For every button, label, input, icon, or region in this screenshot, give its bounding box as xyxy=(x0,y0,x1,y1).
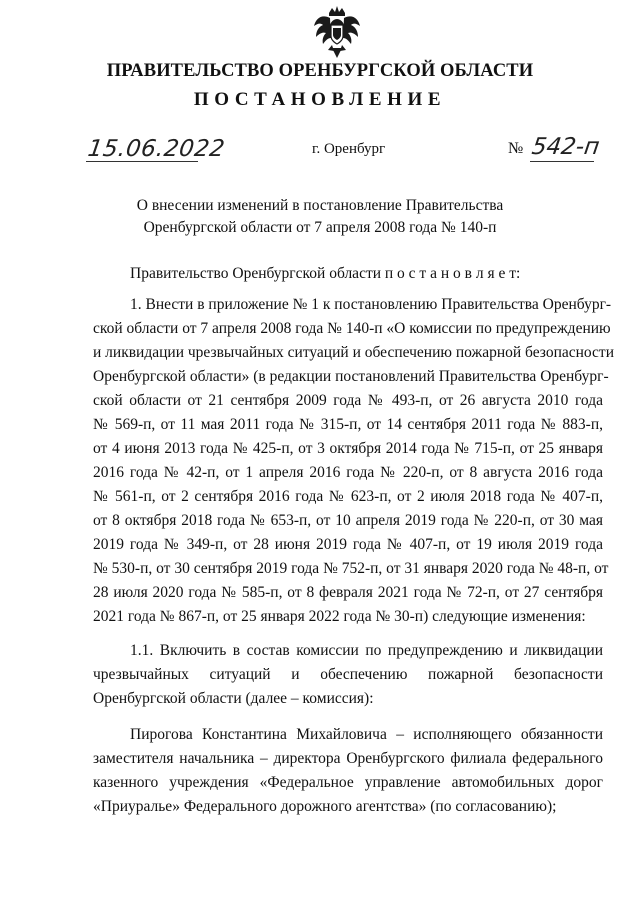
document-city: г. Оренбург xyxy=(312,141,386,157)
paragraph-1 xyxy=(93,293,615,629)
document-number: 542-п xyxy=(530,134,602,160)
document-body xyxy=(93,262,615,819)
document-subject xyxy=(0,195,640,238)
text-line: Оренбургской области» (в редакции постановлений Правительства Оренбург- xyxy=(93,368,609,385)
text-line: № 530-п, от 30 сентября 2019 года № 752-п, от 31 января 2020 года № 48-п, от xyxy=(93,560,609,577)
text-line: ской области от 7 апреля 2008 года № 140-п «О комиссии по предупреждению xyxy=(93,320,611,337)
subject-line: Оренбургской области от 7 апреля 2008 года № 140-п xyxy=(143,218,497,236)
text-line: казенного учреждения «Федеральное управление автомобильных дорог xyxy=(93,774,603,791)
date-underline xyxy=(86,161,198,162)
paragraph-1-1 xyxy=(93,639,603,711)
text-line: 28 июля 2020 года № 585-п, от 8 февраля 2021 года № 72-п, от 27 сентября xyxy=(93,584,603,601)
text-line: ской области от 21 сентября 2009 года № 493-п, от 26 августа 2010 года xyxy=(93,392,603,409)
document-type: ПОСТАНОВЛЕНИЕ xyxy=(193,89,447,110)
document-meta-row xyxy=(0,134,640,170)
text-line: Оренбургской области (далее – комиссия): xyxy=(93,690,374,707)
paragraph-person xyxy=(93,723,603,819)
text-line: заместителя начальника – директора Оренбургского филиала федерального xyxy=(93,750,603,767)
text-line: 2021 года № 867-п, от 25 января 2022 года № 30-п) следующие изменения: xyxy=(93,608,586,625)
text-line: чрезвычайных ситуаций и обеспечению пожарной безопасности xyxy=(93,666,603,683)
text-line: от 4 июня 2013 года № 425-п, от 3 октября 2014 года № 715-п, от 25 января xyxy=(93,440,603,457)
document-date: 15.06.2022 xyxy=(86,136,227,162)
text-line: Пирогова Константина Михайловича – исполняющего обязанности xyxy=(130,726,603,743)
text-line: 2016 года № 42-п, от 1 апреля 2016 года № 220-п, от 8 августа 2016 года xyxy=(93,464,603,481)
text-line: № 569-п, от 11 мая 2011 года № 315-п, от 14 сентября 2011 года № 883-п, xyxy=(93,416,603,433)
subject-line: О внесении изменений в постановление Правительства xyxy=(136,197,504,214)
text-line: от 8 октября 2018 года № 653-п, от 10 апреля 2019 года № 220-п, от 30 мая xyxy=(93,512,603,529)
text-line: 1. Внести в приложение № 1 к постановлению Правительства Оренбург- xyxy=(130,296,612,313)
text-line: «Приуралье» Федерального дорожного агентства» (по согласованию); xyxy=(93,798,557,815)
text-line: 2019 года № 349-п, от 28 июня 2019 года № 407-п, от 19 июля 2019 года xyxy=(93,536,603,553)
text-line: и ликвидации чрезвычайных ситуаций и обеспечению пожарной безопасности xyxy=(93,344,615,361)
government-title: ПРАВИТЕЛЬСТВО ОРЕНБУРГСКОЙ ОБЛАСТИ xyxy=(106,61,534,81)
text-line: 1.1. Включить в состав комиссии по предупреждению и ликвидации xyxy=(130,642,603,659)
coat-of-arms-emblem xyxy=(312,4,362,62)
text-line: № 561-п, от 2 сентября 2016 года № 623-п, от 2 июля 2018 года № 407-п, xyxy=(93,488,603,505)
number-sign: № xyxy=(508,140,524,157)
number-underline xyxy=(530,161,594,162)
preamble: Правительство Оренбургской области п о с т а н о в л я е т: xyxy=(130,265,521,282)
